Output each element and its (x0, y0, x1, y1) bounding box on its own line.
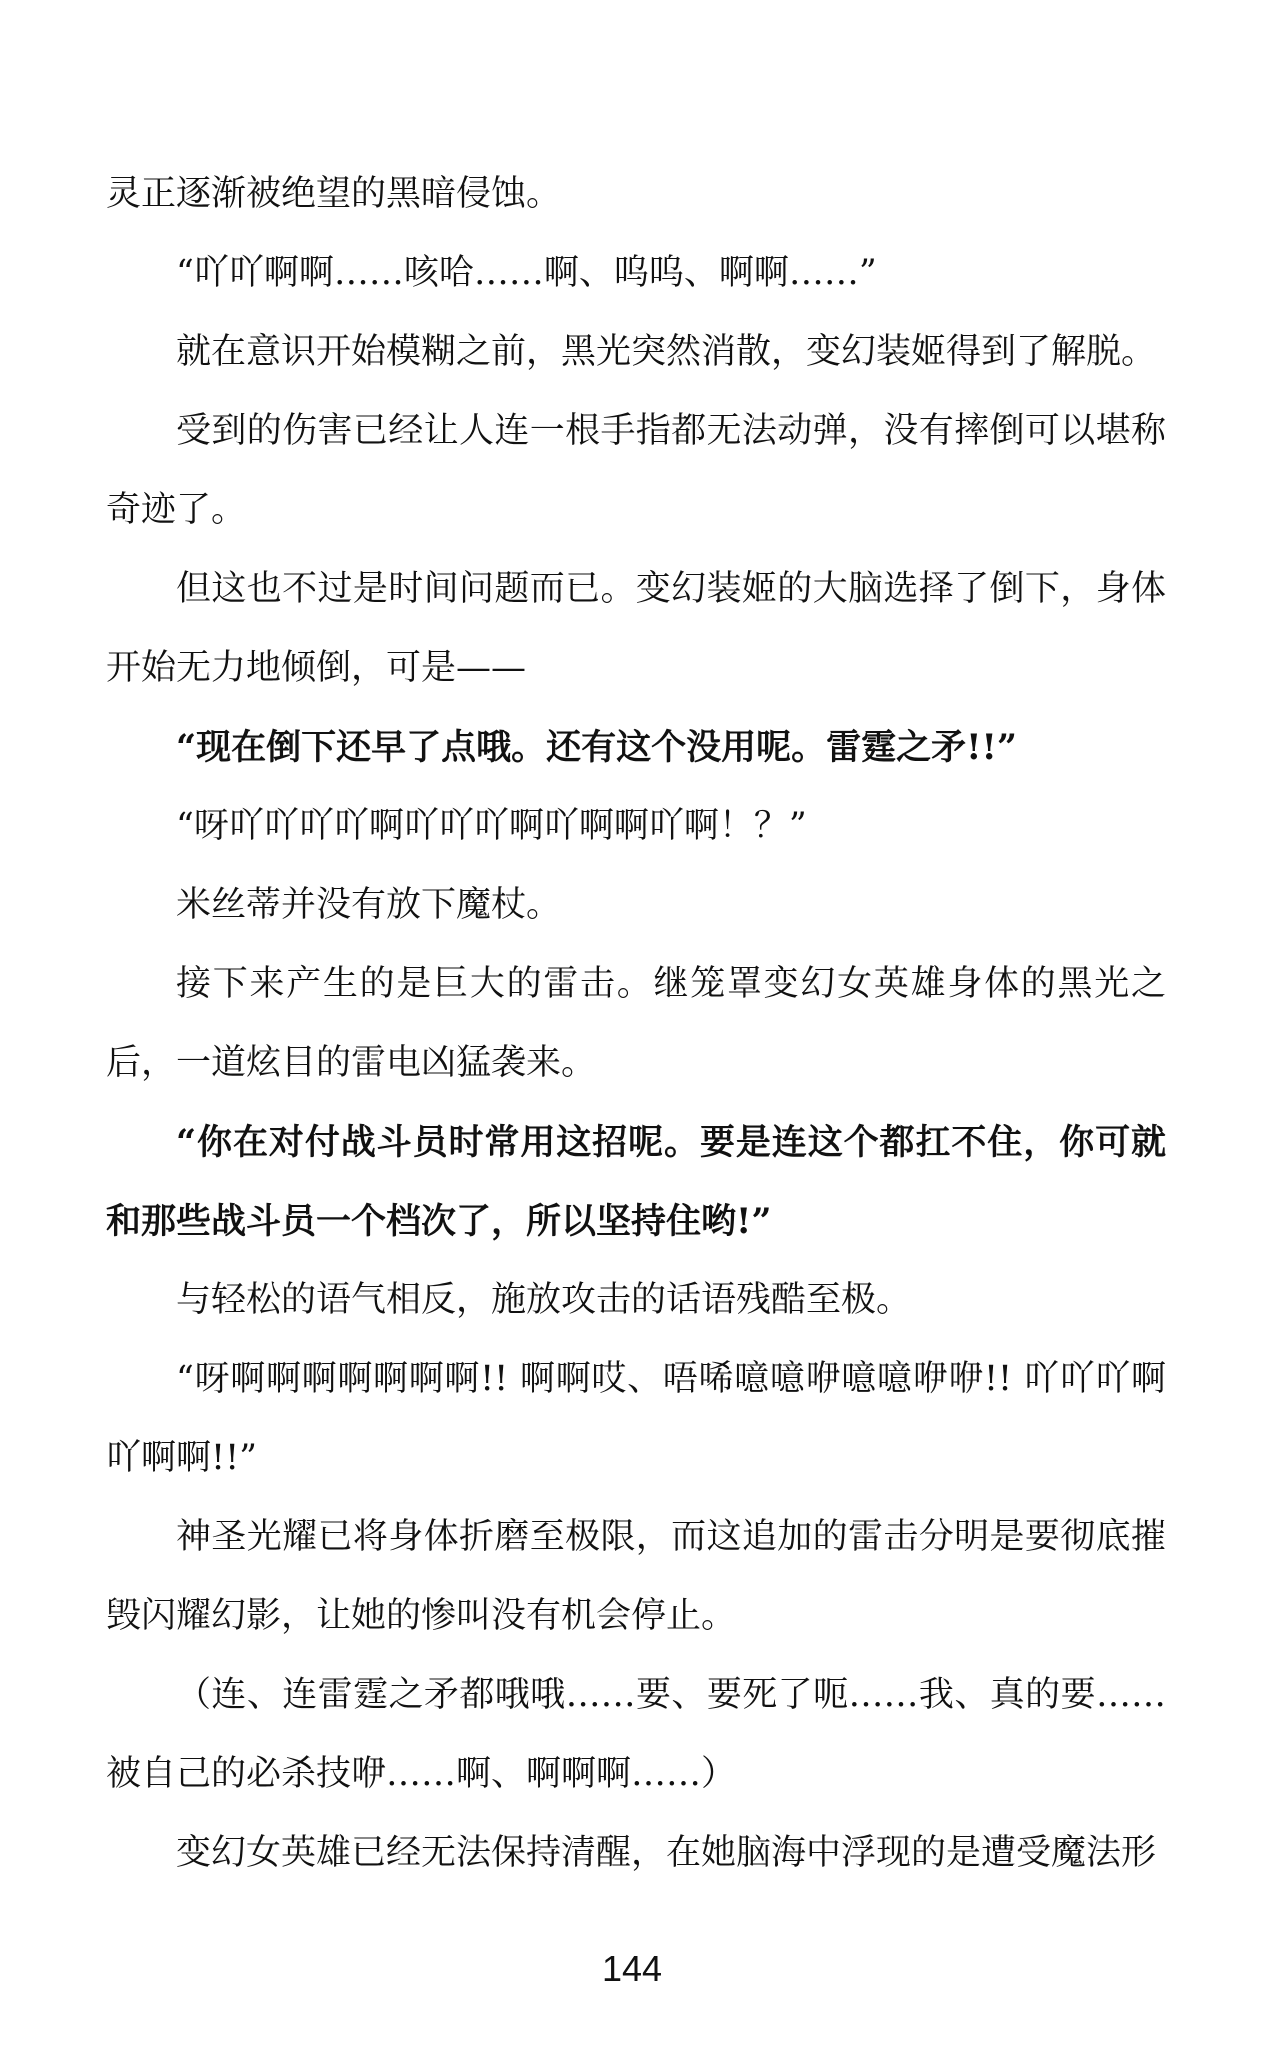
paragraph-14: （连、连雷霆之矛都哦哦……要、要死了呃……我、真的要……被自己的必杀技咿……啊、啊啊啊……） (106, 1675, 1166, 1794)
paragraph-4: 受到的伤害已经让人连一根手指都无法动弹，没有摔倒可以堪称奇迹了。 (106, 411, 1166, 530)
page-number: 144 (601, 1948, 663, 1989)
paragraph-3: 就在意识开始模糊之前，黑光突然消散，变幻装姬得到了解脱。 (176, 332, 1157, 372)
paragraph-11: 与轻松的语气相反，施放攻击的话语残酷至极。 (176, 1280, 912, 1320)
paragraph-15: 变幻女英雄已经无法保持清醒，在她脑海中浮现的是遭受魔法形 (176, 1833, 1157, 1873)
paragraph-7: “呀吖吖吖吖啊吖吖吖啊吖啊啊吖啊！？” (176, 806, 807, 846)
body-text (106, 155, 1166, 1893)
paragraph-8: 米丝蒂并没有放下魔杖。 (176, 885, 562, 925)
paragraph-1: 灵正逐渐被绝望的黑暗侵蚀。 (106, 174, 562, 214)
paragraph-9: 接下来产生的是巨大的雷击。继笼罩变幻女英雄身体的黑光之后，一道炫目的雷电凶猛袭来。 (106, 964, 1166, 1083)
paragraph-13: 神圣光耀已将身体折磨至极限，而这追加的雷击分明是要彻底摧毁闪耀幻影，让她的惨叫没有机会停止。 (106, 1517, 1166, 1636)
paragraph-12: “呀啊啊啊啊啊啊啊!! 啊啊哎、唔唏噫噫咿噫噫咿咿!! 吖吖吖啊吖啊啊!!” (106, 1359, 1166, 1478)
paragraph-2: “吖吖啊啊……咳哈……啊、呜呜、啊啊……” (176, 253, 877, 293)
paragraph-5: 但这也不过是时间问题而已。变幻装姬的大脑选择了倒下，身体开始无力地倾倒，可是—— (106, 569, 1166, 688)
paragraph-6-dialogue-bold: “现在倒下还早了点哦。还有这个没用呢。雷霆之矛!!” (176, 727, 1017, 768)
paragraph-10-dialogue-bold: “你在对付战斗员时常用这招呢。要是连这个都扛不住，你可就和那些战斗员一个档次了，所以坚持住哟!” (106, 1122, 1166, 1242)
